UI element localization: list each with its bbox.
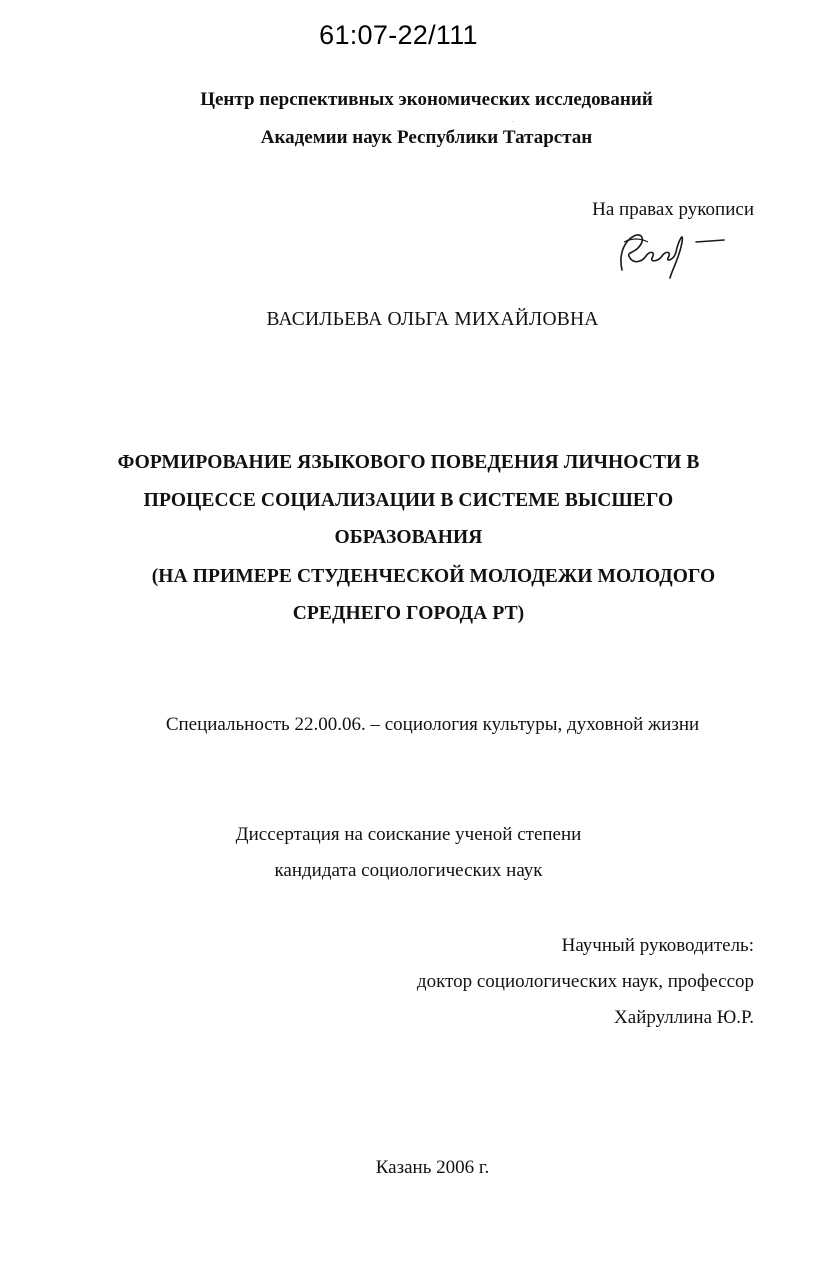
- supervisor-name: Хайруллина Ю.Р.: [614, 1007, 754, 1028]
- city-year: Казань 2006 г.: [375, 1157, 490, 1178]
- organization-line-1: Центр перспективных экономических исследований: [200, 89, 653, 110]
- supervisor-degree: доктор социологических наук, профессор: [416, 971, 754, 992]
- supervisor-label: Научный руководитель:: [561, 935, 754, 956]
- dissertation-line-2: кандидата социологических наук: [274, 860, 543, 881]
- signature-text: Вас/: [512, 122, 514, 123]
- title-line-1: ФОРМИРОВАНИЕ ЯЗЫКОВОГО ПОВЕДЕНИЯ ЛИЧНОСТИ В: [117, 452, 700, 473]
- title-line-5: СРЕДНЕГО ГОРОДА РТ): [292, 603, 525, 624]
- dissertation-line-1: Диссертация на соискание ученой степени: [235, 824, 582, 845]
- title-line-2: ПРОЦЕССЕ СОЦИАЛИЗАЦИИ В СИСТЕМЕ ВЫСШЕГО: [143, 490, 674, 511]
- author-name: ВАСИЛЬЕВА ОЛЬГА МИХАЙЛОВНА: [266, 309, 599, 330]
- specialty: Специальность 22.00.06. – социология культуры, духовной жизни: [165, 714, 700, 735]
- title-line-3: ОБРАЗОВАНИЯ: [334, 527, 483, 548]
- manuscript-note: На правах рукописи: [592, 199, 754, 220]
- document-number: 61:07-22/111: [319, 20, 478, 50]
- title-line-4: (НА ПРИМЕРЕ СТУДЕНЧЕСКОЙ МОЛОДЕЖИ МОЛОДОГО: [151, 566, 716, 587]
- organization-line-2: Академии наук Республики Татарстан: [260, 127, 593, 148]
